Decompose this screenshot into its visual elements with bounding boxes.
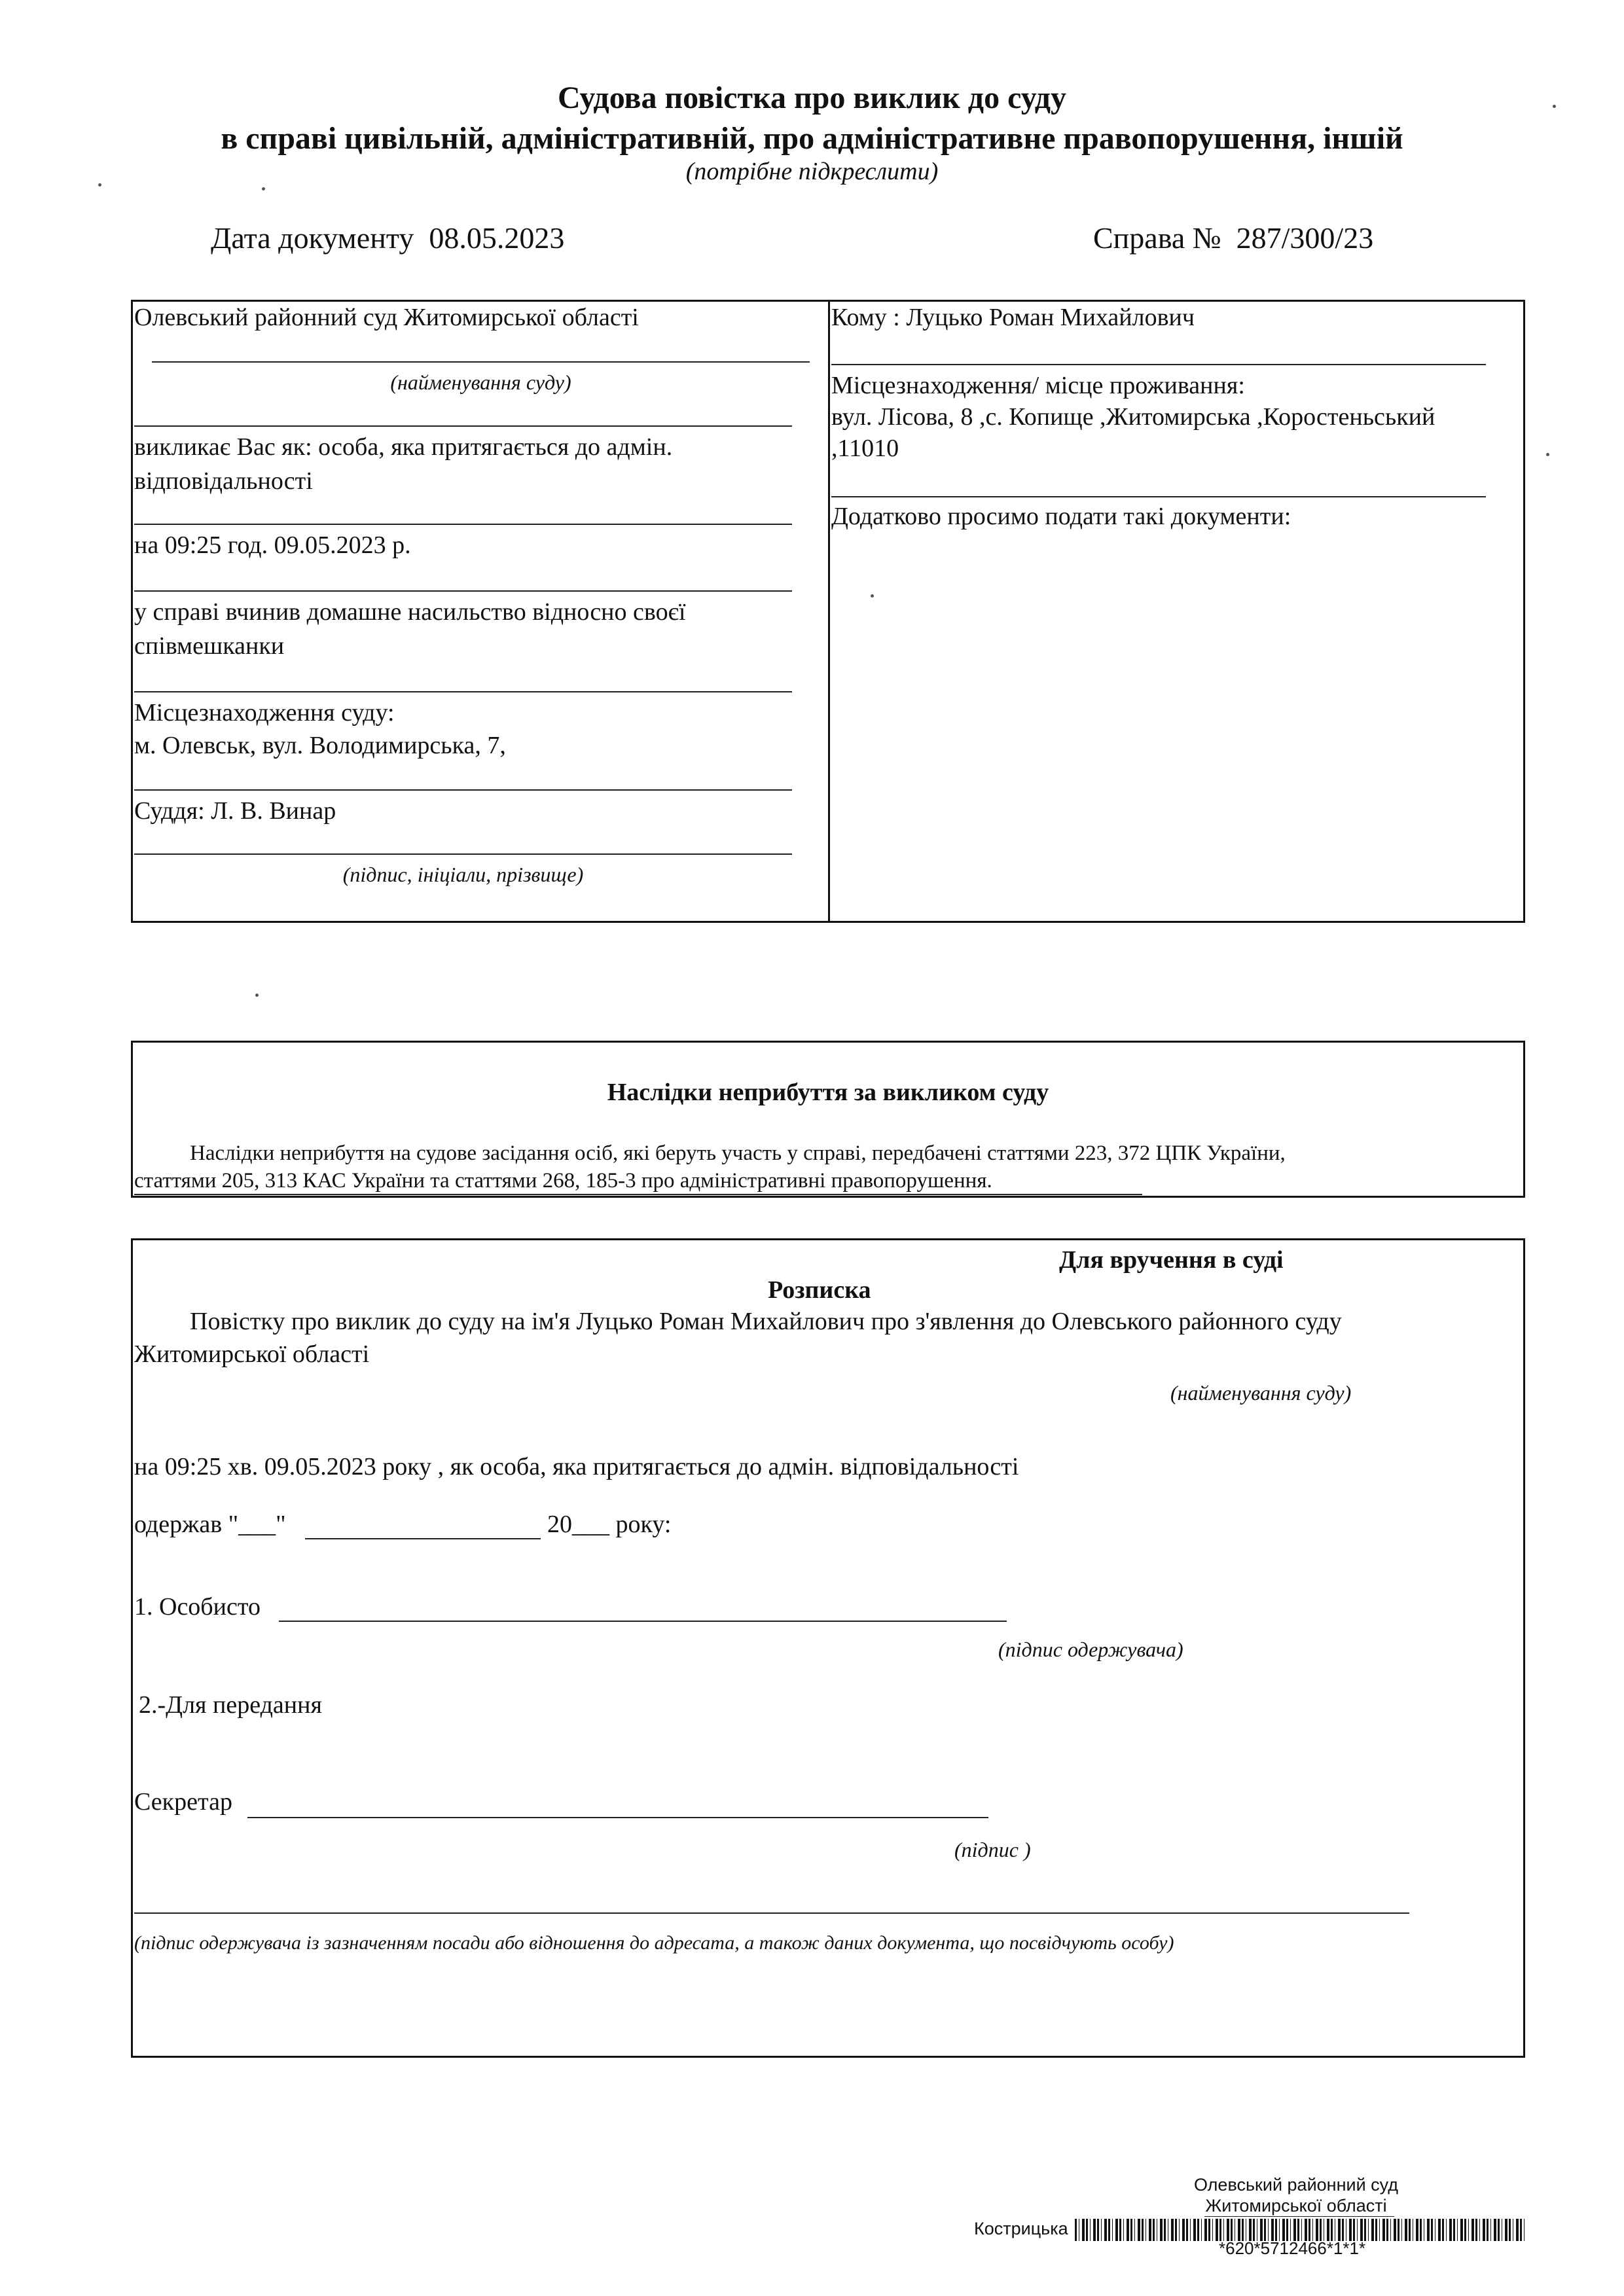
receipt-time-line: на 09:25 хв. 09.05.2023 року , як особа, яка притягається до адмін. відповідальності [134,1453,1019,1480]
consequences-title: Наслідки неприбуття за викликом суду [607,1079,1049,1106]
receipt-court-caption: (найменування суду) [1170,1381,1352,1405]
stamp-court-line1: Олевський районний суд [1193,2175,1399,2195]
case-label: Справа № [1093,221,1221,255]
date-label: Дата документу [211,221,414,255]
for-court-delivery: Для вручення в суді [1059,1246,1284,1274]
scan-speck [1546,453,1549,456]
recipient: Кому : Луцько Роман Михайлович [831,304,1195,331]
secretary-caption: (підпис ) [954,1838,1031,1861]
residence-line1: вул. Лісова, 8 ,с. Копище ,Житомирська ,Коростеньський [831,403,1435,431]
court-name-line [152,361,810,363]
scan-speck [871,594,874,598]
column-divider [828,300,830,923]
case-description-line2: співмешканки [134,632,285,660]
judge-caption: (підпис, ініціали, прізвище) [342,863,584,886]
residence-label: Місцезнаходження/ місце проживання: [831,372,1245,399]
case-value: 287/300/23 [1236,221,1374,255]
scan-speck [1553,105,1556,108]
residence-line [831,496,1486,497]
clerk-name: Кострицька [974,2219,1068,2238]
receipt-text-line2: Житомирської області [134,1340,370,1368]
footnote-line [134,1912,1409,1914]
scan-speck [255,994,259,997]
document-date [211,220,564,257]
case-description-line1: у справі вчинив домашне насильство відносно своєї [134,598,686,626]
judge: Суддя: Л. В. Винар [134,797,336,825]
date-value: 08.05.2023 [429,221,565,255]
personal-label: 1. Особисто [134,1593,261,1621]
document-subtitle: в справі цивільній, адміністративній, про адміністративне правопорушення, іншій [221,121,1403,156]
received-date-prefix: одержав "___" [134,1511,286,1538]
stamp-court-line2: Житомирської області [1205,2196,1387,2215]
scan-speck [98,183,101,187]
documents-request: Додатково просимо подати такі документи: [831,503,1291,530]
personal-signature-line [279,1621,1007,1622]
underline-note: (потрібне підкреслити) [685,158,939,185]
receipt-title: Розписка [768,1276,871,1304]
time-line [134,590,792,592]
residence-line2: ,11010 [831,435,899,462]
case-line [134,691,792,692]
receipt-footnote: (підпис одержувача із зазначенням посади або відношення до адресата, а також даних документа, що посвідчують особу) [134,1932,1174,1954]
secretary-label: Секретар [134,1788,232,1816]
court-location-label: Місцезнаходження суду: [134,699,395,726]
stamp-underline [1204,2216,1394,2217]
role-line [134,524,792,525]
received-date-line [305,1538,541,1539]
hearing-time: на 09:25 год. 09.05.2023 р. [134,531,411,559]
court-caption: (найменування суду) [390,370,571,394]
received-year: 20___ року: [547,1511,672,1538]
court-caption-line [134,425,792,427]
judge-line [134,853,792,855]
consequences-text-line2: статтями 205, 313 КАС України та статтями 268, 185-3 про адміністративні правопорушення. [134,1169,992,1193]
summons-role-line1: викликає Вас як: особа, яка притягається до адмін. [134,433,673,461]
court-name: Олевський районний суд Житомирської області [134,304,639,331]
consequences-underline [134,1194,1142,1195]
court-location-value: м. Олевськ, вул. Володимирська, 7, [134,732,506,759]
case-number [1093,220,1373,257]
document-title: Судова повістка про виклик до суду [557,81,1067,115]
transfer-label: 2.-Для передання [139,1691,322,1719]
barcode [1075,2219,1526,2241]
recipient-line [831,364,1486,365]
barcode-code: *620*5712466*1*1* [1219,2238,1366,2258]
personal-caption: (підпис одержувача) [998,1638,1183,1661]
receipt-text-line1: Повістку про виклик до суду на ім'я Луцько Роман Михайлович про з'явлення до Олевського районного суду [190,1308,1342,1335]
location-line [134,789,792,791]
scan-speck [262,187,265,190]
secretary-signature-line [247,1817,988,1818]
consequences-text-line1: Наслідки неприбуття на судове засідання осіб, які беруть участь у справі, передбачені статтями 223, 372 ЦПК України, [190,1141,1286,1165]
summons-role-line2: відповідальності [134,467,313,495]
